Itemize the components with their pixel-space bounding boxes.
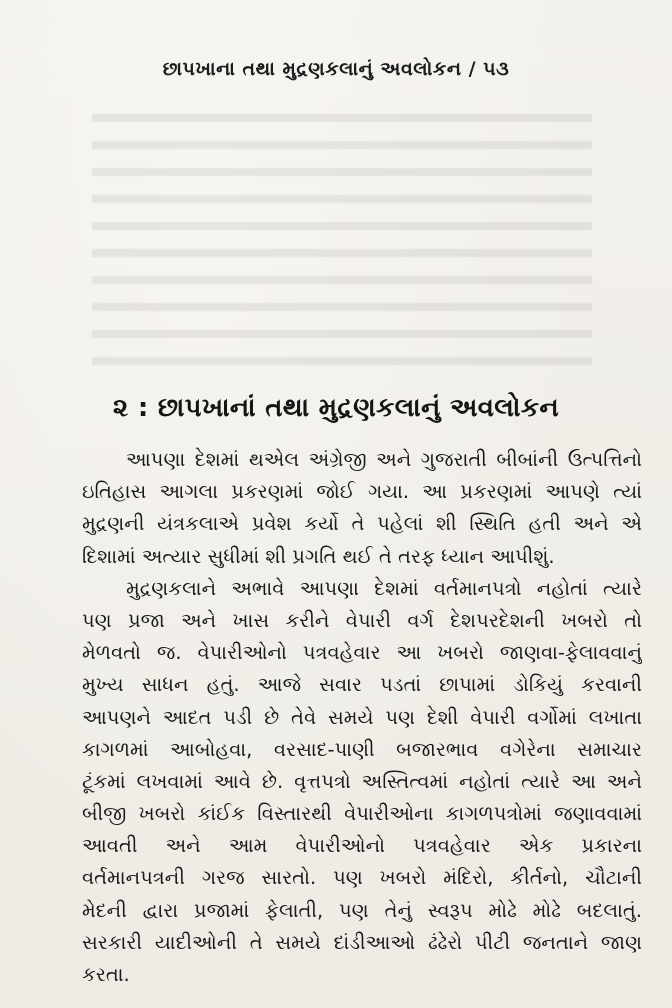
text-line: આપણને આદત પડી છે તેવે સમયે પણ દેશી વેપારી વર્ગોમાં લખાતા bbox=[82, 705, 642, 729]
body-text bbox=[82, 444, 642, 991]
text-line: વર્તમાનપત્રની ગરજ સારતો. પણ ખબરો મંદિરો, કીર્તનો, ચૌટાની bbox=[82, 866, 642, 890]
text-line: મુદ્રણકલાને અભાવે આપણા દેશમાં વર્તમાનપત્રો નહોતાં ત્યારે bbox=[126, 576, 642, 600]
text-line: મેળવતો જ. વેપારીઓનો પત્રવહેવાર આ ખબરો જાણવા-ફેલાવવાનું bbox=[82, 641, 642, 665]
text-line: સરકારી યાદીઓની તે સમયે દાંડીઆઓ ઢંઢેરો પીટી જનતાને જાણ bbox=[82, 930, 642, 954]
paragraph-1 bbox=[82, 444, 642, 573]
text-line: પણ પ્રજા અને ખાસ કરીને વેપારી વર્ગ દેશપરદેશની ખબરો તો bbox=[82, 608, 642, 632]
paragraph-2 bbox=[82, 573, 642, 991]
text-line: બીજી ખબરો કાંઈક વિસ્તારથી વેપારીઓના કાગળપત્રોમાં જણાવવામાં bbox=[82, 802, 642, 826]
text-line: ટૂંકમાં લખવામાં આવે છે. વૃત્તપત્રો અસ્તિત્વમાં નહોતાં ત્યારે આ અને bbox=[82, 769, 642, 793]
chapter-heading: ૨ : છાપખાનાં તથા મુદ્રણકલાનું અવલોકન bbox=[112, 393, 560, 423]
text-line: આપણા દેશમાં થએલ અંગ્રેજી અને ગુજરાતી બીબાંની ઉત્પત્તિનો bbox=[126, 448, 642, 471]
text-line: મેદની દ્વારા પ્રજામાં ફેલાતી, પણ તેનું સ્વરૂપ મોઢે મોઢે બદલાતું. bbox=[82, 898, 642, 922]
text-line: મુખ્ય સાધન હતું. આજે સવાર પડતાં છાપામાં ડોકિયું કરવાની bbox=[82, 673, 642, 697]
text-line: મુદ્રણની યંત્રકલાએ પ્રવેશ કર્યો તે પહેલાં શી સ્થિતિ હતી અને એ bbox=[82, 512, 642, 536]
text-line: આવતી અને આમ વેપારીઓનો પત્રવહેવાર એક પ્રકારના bbox=[82, 834, 642, 858]
show-through-texture bbox=[92, 100, 592, 370]
text-line: કાગળમાં આબોહવા, વરસાદ-પાણી બજારભાવ વગેરેના સમાચાર bbox=[82, 737, 642, 761]
running-head: છાપખાના તથા મુદ્રણકલાનું અવલોકન / ૫૩ bbox=[162, 58, 510, 80]
text-line: કરતા. bbox=[82, 963, 130, 986]
text-line: દિશામાં અત્યાર સુધીમાં શી પ્રગતિ થઈ તે તરફ ધ્યાન આપીશું. bbox=[82, 544, 555, 568]
text-line: ઇતિહાસ આગલા પ્રકરણમાં જોઈ ગયા. આ પ્રકરણમાં આપણે ત્યાં bbox=[82, 480, 642, 504]
